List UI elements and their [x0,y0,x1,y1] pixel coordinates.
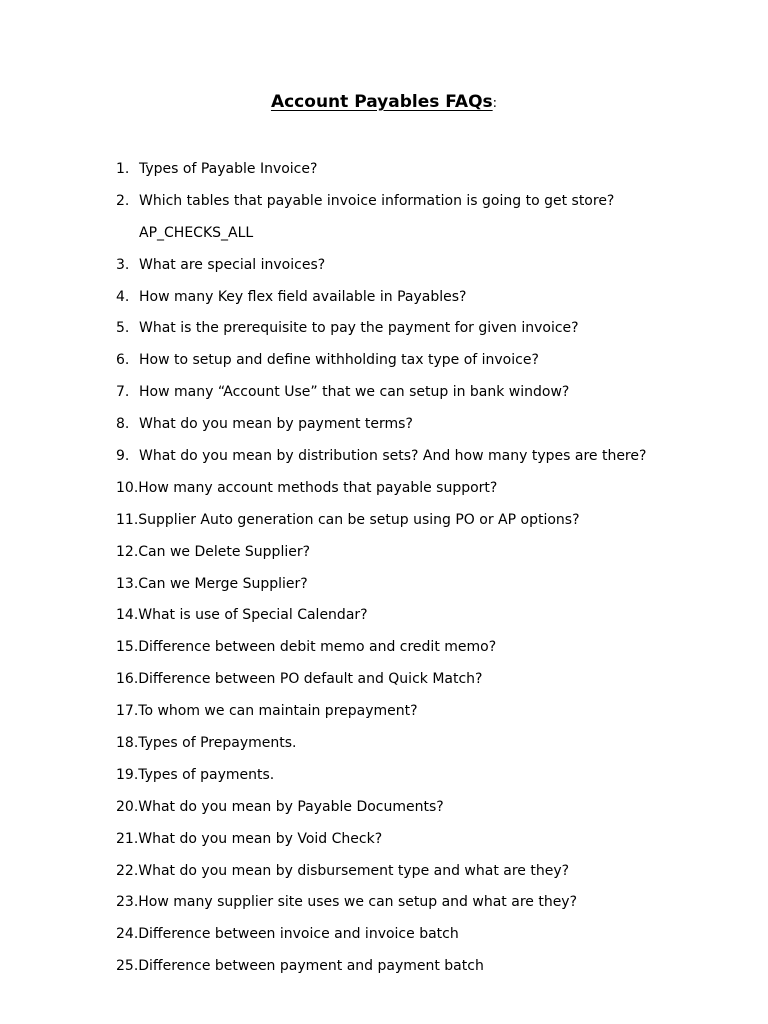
faq-question: How many Key flex field available in Payables? [139,288,467,305]
faq-question: What do you mean by distribution sets? And how many types are there? [139,448,647,465]
faq-number: 22. [116,862,139,879]
faq-number: 23. [116,894,139,911]
title-line [0,90,768,116]
faq-number: 18. [116,735,139,752]
faq-item-4 [116,282,736,314]
faq-number: 15. [116,639,139,656]
title-colon: : [492,96,498,111]
faq-number: 13. [116,575,139,592]
faq-question: To whom we can maintain prepayment? [138,703,418,720]
faq-item-18 [116,728,736,760]
faq-number: 6. [116,352,130,369]
faq-number: 9. [116,448,130,465]
faq-item-11 [116,505,736,537]
page-title: Account Payables FAQs [270,92,493,112]
faq-item-12 [116,537,736,569]
faq-number: 24. [116,926,139,943]
faq-number: 14. [116,607,139,624]
faq-question: How many “Account Use” that we can setup in bank window? [139,384,570,401]
faq-number: 11. [116,511,139,528]
faq-item-15 [116,632,736,664]
faq-number: 25. [116,958,139,975]
faq-question: Types of payments. [138,766,275,783]
faq-item-19 [116,760,736,792]
faq-item-9 [116,441,736,473]
faq-number: 1. [116,161,130,177]
faq-answer: AP_CHECKS_ALL [139,224,254,241]
faq-item-5 [116,313,736,345]
faq-number: 4. [116,288,130,305]
faq-question: Can we Merge Supplier? [138,575,308,592]
faq-question: What is use of Special Calendar? [138,607,368,624]
faq-question: Supplier Auto generation can be setup using PO or AP options? [138,511,580,528]
faq-question: Can we Delete Supplier? [138,543,311,560]
faq-number: 7. [116,384,130,401]
faq-question: What do you mean by Payable Documents? [138,798,444,815]
faq-item-6 [116,345,736,377]
faq-question: Difference between PO default and Quick Match? [138,671,483,688]
faq-number: 20. [116,798,139,815]
faq-item-17 [116,696,736,728]
faq-item-10 [116,473,736,505]
faq-list [116,154,736,983]
faq-item-23 [116,887,736,919]
faq-item-20 [116,792,736,824]
faq-item-7 [116,377,736,409]
faq-question: Which tables that payable invoice information is going to get store? [139,192,615,209]
faq-question: Types of Prepayments. [138,735,297,752]
faq-item-16 [116,664,736,696]
faq-item-13 [116,569,736,601]
faq-item-3 [116,250,736,282]
faq-question: What do you mean by Void Check? [138,830,383,847]
faq-number: 3. [116,256,130,273]
faq-item-2-answer [116,218,736,250]
faq-item-2 [116,186,736,218]
faq-number: 10. [116,479,139,496]
faq-number: 12. [116,543,139,560]
faq-number: 5. [116,320,130,337]
faq-item-1 [116,154,736,186]
faq-number: 8. [116,416,130,433]
faq-number: 19. [116,766,139,783]
faq-number: 2. [116,192,130,209]
faq-question: Types of Payable Invoice? [139,161,318,177]
faq-item-8 [116,409,736,441]
faq-number: 21. [116,830,139,847]
faq-item-21 [116,824,736,856]
faq-question: What is the prerequisite to pay the payment for given invoice? [139,320,579,337]
faq-question: Difference between invoice and invoice batch [138,926,459,943]
faq-item-25 [116,951,736,983]
faq-question: Difference between debit memo and credit memo? [138,639,497,656]
faq-item-14 [116,600,736,632]
faq-question: What do you mean by disbursement type and what are they? [138,862,570,879]
faq-question: How many supplier site uses we can setup and what are they? [138,894,578,911]
faq-question: How many account methods that payable support? [138,479,498,496]
faq-question: What are special invoices? [139,256,326,273]
faq-number: 17. [116,703,139,720]
faq-item-24 [116,919,736,951]
faq-question: What do you mean by payment terms? [139,416,413,433]
faq-question: Difference between payment and payment batch [138,958,484,975]
faq-item-22 [116,856,736,888]
faq-question: How to setup and define withholding tax type of invoice? [139,352,539,369]
faq-number: 16. [116,671,139,688]
